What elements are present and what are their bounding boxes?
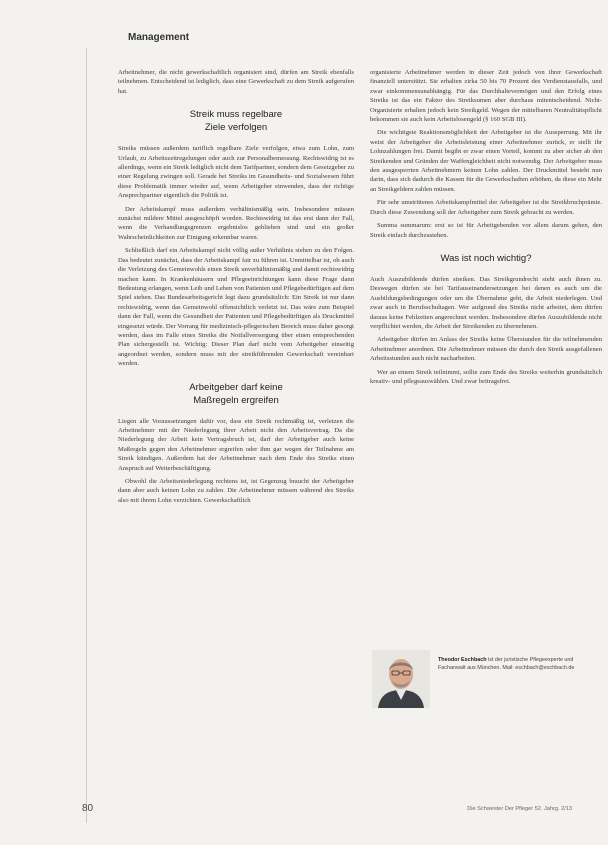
subheading-1-line-1: Streik muss regelbare xyxy=(189,109,283,121)
paragraph: Für sehr umstrittenes Arbeitskampfmittel der Arbeitgeber ist die Streikbruchprämie. Durch diese Zuwendung soll der Arbeitgeber zum Streik gebracht zu werden. xyxy=(370,199,602,216)
paragraph: Summa summarum: erst so ist für Arbeitgebenden vor allem darum gehen, den Streik einfach durchzustehen. xyxy=(370,222,602,239)
subheading-2-line-1: Arbeitgeber darf keine xyxy=(189,381,283,393)
paragraph: Der Arbeitskampf muss außerdem verhältnismäßig sein. Insbesondere müssen zunächst mildere Mittel ausgeschöpft worden. Rechtswidrig ist das erst dann der Fall, wenn die Verhandlungsgrenzen ergebnislos geblieben sind und ein großer Wahrscheinlichkeiten zur Einigung erkennbar waren. xyxy=(118,205,354,241)
paragraph: Obwohl die Arbeitsniederlegung rechtens ist, ist Gegenzug braucht der Arbeitgeber dann aber auch keinen Lohn zu zahlen. Die Arbeitnehmer müssen während des Streiks also mit ihrem Lohn verzichten. Gewerkschaftlich xyxy=(118,478,354,504)
subheading-1 xyxy=(118,108,354,134)
author-caption xyxy=(438,656,588,672)
margin-rule xyxy=(86,48,87,823)
paragraph: Liegen alle Voraussetzungen dafür vor, dass ein Streik rechtmäßig ist, verletzen die Arbeitnehmer mit der Niederlegung ihrer Arbeit nicht den Arbeitsvertrag. Da die Niederlegung der Arbeit kein Vertragsbruch ist, darf der Arbeitgeber auch keine Maßregeln gegen den Arbeitnehmer ergreifen oder ihm gar wegen der Teilnahme am Streik kündigen. Außerdem hat der Arbeitnehmer nach dem Ende des Streiks einen Anspruch auf Weiterbeschäftigung. xyxy=(118,417,354,472)
intro-paragraph: Arbeitnehmer, die nicht gewerkschaftlich organisiert sind, dürfen am Streik ebenfalls teilnehmen. Entscheidend ist lediglich, dass eine Gewerkschaft zu dem Streik aufgerufen hat. xyxy=(118,69,354,95)
subheading-2-line-2: Maßregeln ergreifen xyxy=(193,394,279,406)
paragraph: Arbeitgeber dürfen im Anlass der Streiks keine Überstunden für die teilnehmenden Arbeitnehmer anordnen. Die Arbeitnehmer müssen die durch den Streik ausgefallenen Arbeitsstunden auch nicht nacharbeiten. xyxy=(370,336,602,363)
page-number: 80 xyxy=(82,803,94,814)
author-name: Theodor Eschbach xyxy=(438,657,487,663)
paragraph: organisierte Arbeitnehmer werden in dieser Zeit jedoch von ihrer Gewerkschaft finanziell unterstützt. Sie erhalten zirka 50 bis 70 Prozent des Verdienstausfalls, und zwar einkommensunabhängig. Für das Durchhaltevermögen und den Erfolg eines Streiks ist das ein Faktor des Streiksumen aber durchaus mitentscheidend. Nicht-Organisierte erhalten jedoch kein Streikgeld. Wegen der mittelbaren Neutralitätspflicht bekommen sie auch kein Arbeitslosengeld (§ 160 SGB III). xyxy=(370,69,602,124)
paragraph: Schließlich darf ein Arbeitskampf nicht völlig außer Verhältnis stehen zu den Folgen. Das bedeutet zunächst, dass der Arbeitskampf fair zu führen ist. Unmittelbar ist, ob auch die Verletzung des Gemeinwohls einen Streik unverhältnismäßig und damit rechtswidrig machen kann. In Krankenhäusern und Pflegeeinrichtungen kann diese Frage dann Bedeutung erlangen, wenn Leib und Leben von Patienten und Pflegebedürftigen auf dem Spiel stehen. Das Bundesarbeitsgericht legt dazu grundsätzlich: Ein Streik ist nur dann rechtswidrig, wenn das Gemeinwohl offensichtlich verletzt ist. Das wäre zum Beispiel dann der Fall, wenn die Gesundheit der Patienten und Pflegebedürftigen als Druckmittel eingesetzt würde. Der Vorrang für medizinisch-pflegerischen Bereich muss daher gesorgt werden, dass im Falle eines Streiks die Notfallversorgung über einen entsprechenden Plan sichergestellt ist. Wichtig: Dieser Plan darf nicht vom Arbeitgeber einseitig angeordnet werden, sondern muss mit der streikführenden Gewerkschaft vereinbart werden. xyxy=(118,247,354,368)
paragraph: Auch Auszubildende dürfen streiken. Das Streikgrundrecht steht auch ihnen zu. Deswegen dürfen sie bei Tarifauseinandersetzungen bei denen es auch um die Ausbildungsbedingungen oder um die Übernahme geht, die Arbeit niederlegen. Und zwar auch in Berufsschultagen. Wer aufgrund des Streiks nicht arbeitet, dem dürfen daraus keine Fehlzeiten angerechnet werden. Insbesondere dürfen Auszubildende nicht verpflichtet werden, die Arbeit der Streikenden zu übernehmen. xyxy=(370,275,602,330)
left-column xyxy=(118,68,354,509)
publication-footer: Die Schwester Der Pfleger 52. Jahrg. 2/13 xyxy=(467,806,572,812)
paragraph: Streiks müssen außerdem tariflich regelbare Ziele verfolgen, etwa zum Lohn, zum Urlaub, zu Arbeitszeitregelungen oder auch zur Personalbemessung. Rechtswidrig ist es allerdings, wenn ein Streik lediglich nicht dem Tarifpartner, sondern dem Gesetzgeber zu einer Regelung zwingen soll. Gerade bei Streiks im Gesundheits- und Sozialwesen führt diese Problematik immer wieder auf, wenn Arbeitgeber einwenden, dass der richtige Ansprechpartner eigentlich die Politik ist. xyxy=(118,145,354,200)
section-label: Management xyxy=(128,32,190,43)
subheading-1-line-2: Ziele verfolgen xyxy=(204,122,268,134)
author-bio: ist der juristische Pflegeexperte und Fachanwalt aus München. Mail: eschbach@eschbach.de xyxy=(438,657,575,671)
author-portrait xyxy=(372,650,430,708)
paragraph: Die wichtigste Reaktionsmöglichkeit der Arbeitgeber ist die Aussperrung. Mit ihr weist der Arbeitgeber die Arbeitsleistung einer Arbeitnehmer zurück, er stellt ihr Lohnzahlungen frei. Damit begibt er zwar einen Vorteil, kommt zu aber sicher ab den Streikenden und Gründen der Waffengleichheit nicht notwendig. Der Arbeitgeber muss den ausgesperrten Arbeitnehmern keinen Lohn zahlen. Der Druckmittel besteht nun darin, dass sich dadurch die Kassen für die Gewerkschaften erhöhen, da diese ein Mehr an Streikgeldern zahlen müssen. xyxy=(370,129,602,193)
right-column xyxy=(370,68,602,390)
subheading-2 xyxy=(118,381,354,407)
paragraph: Wer an einem Streik teilnimmt, sollte zum Ende des Streiks weiterhin grundsätzlich kreativ- und pflegeauswählen. Und zwar beitragsfrei. xyxy=(370,368,602,385)
subheading-3: Was ist noch wichtig? xyxy=(440,252,532,264)
author-box xyxy=(372,650,594,708)
